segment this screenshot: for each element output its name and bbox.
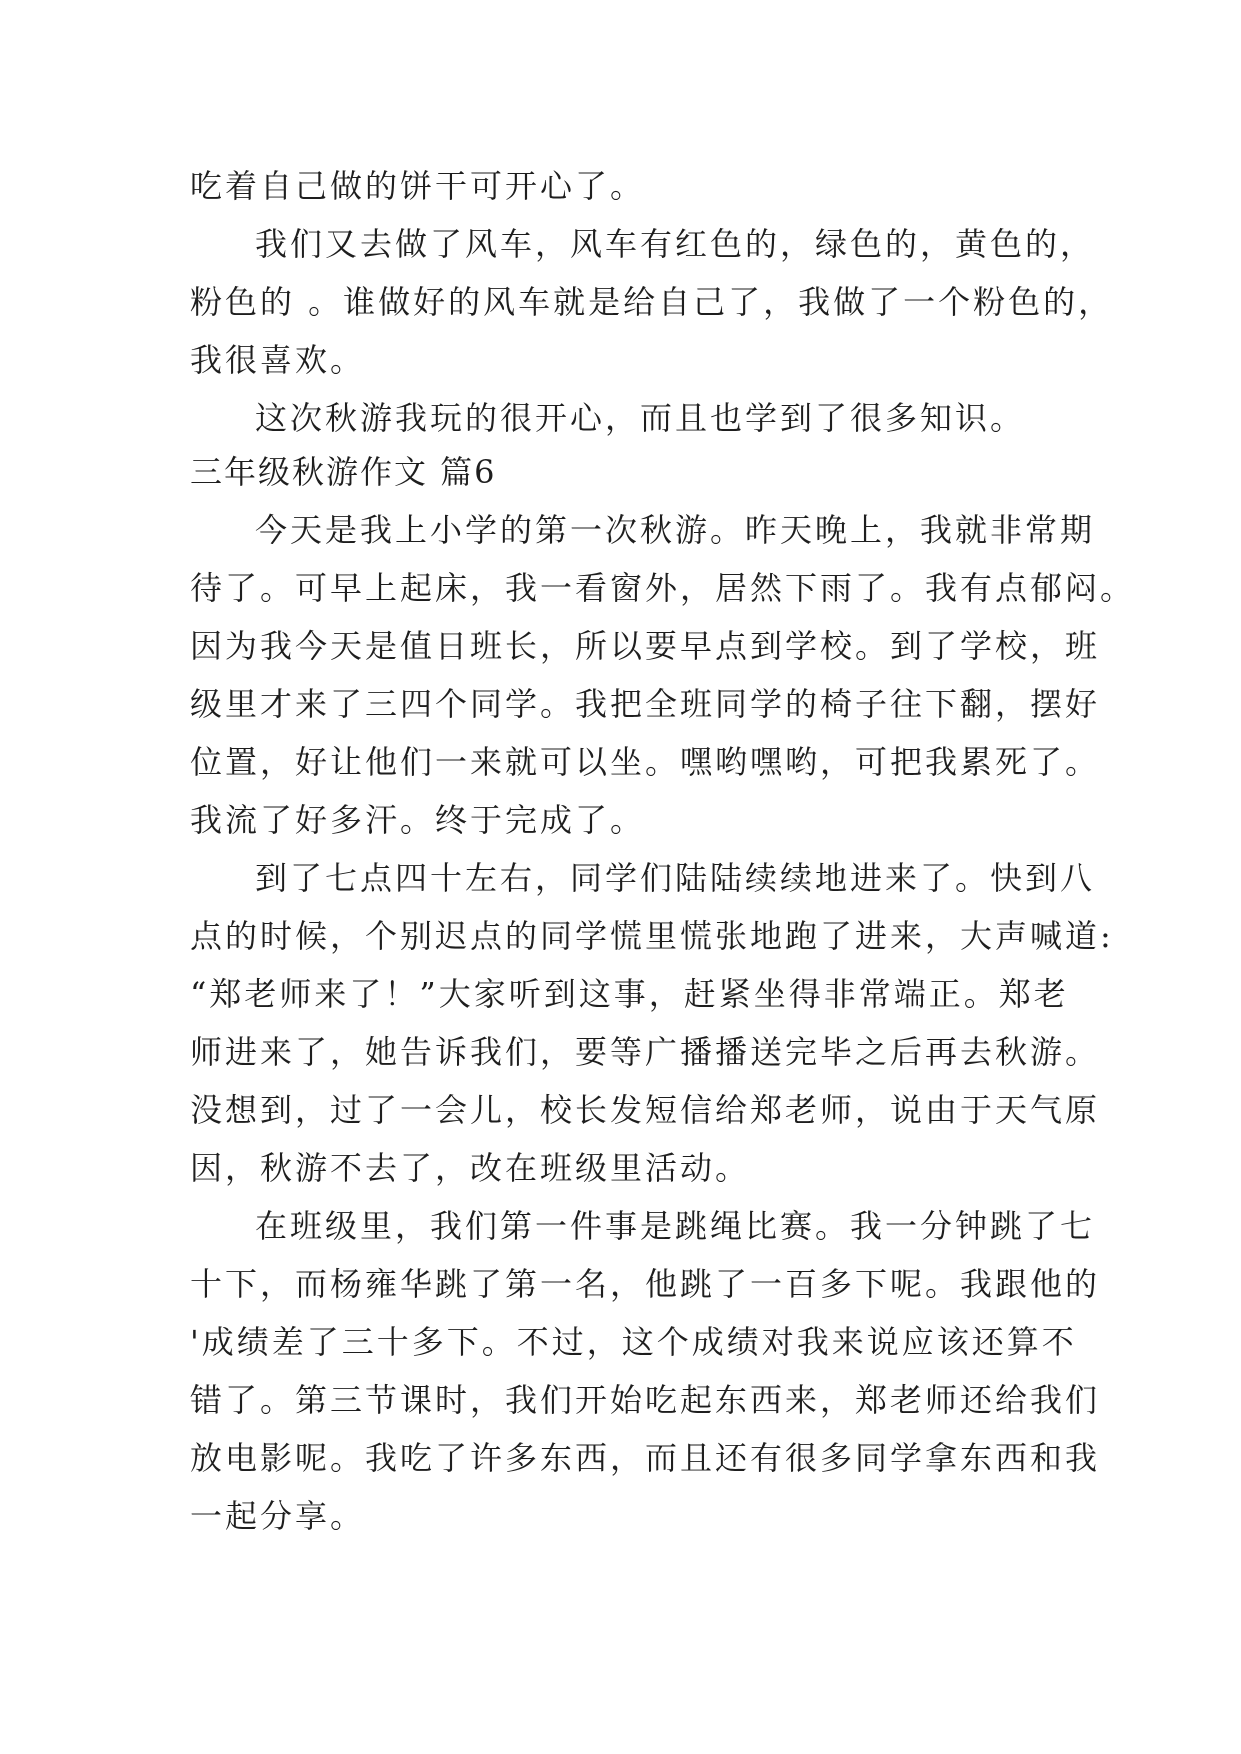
text-line: “郑老师来了！”大家听到这事，赶紧坐得非常端正。郑老	[190, 975, 1069, 1013]
text-line: 因为我今天是值日班长，所以要早点到学校。到了学校，班	[190, 627, 1101, 665]
text-line: 级里才来了三四个同学。我把全班同学的椅子往下翻，摆好	[190, 685, 1101, 723]
text-line: 没想到，过了一会儿，校长发短信给郑老师，说由于天气原	[190, 1091, 1101, 1129]
text-line: 师进来了，她告诉我们，要等广播播送完毕之后再去秋游。	[190, 1033, 1101, 1071]
text-line: 因，秋游不去了，改在班级里活动。	[190, 1149, 751, 1187]
text-line: 吃着自己做的饼干可开心了。	[190, 167, 646, 205]
text-line: 我流了好多汗。终于完成了。	[190, 801, 646, 839]
paragraph-start-line: 我们又去做了风车，风车有红色的，绿色的，黄色的，	[255, 225, 1096, 263]
text-line: 待了。可早上起床，我一看窗外，居然下雨了。我有点郁闷。	[190, 569, 1136, 607]
paragraph-start-line: 在班级里，我们第一件事是跳绳比赛。我一分钟跳了七	[255, 1207, 1096, 1245]
text-line: 放电影呢。我吃了许多东西，而且还有很多同学拿东西和我	[190, 1439, 1101, 1477]
paragraph-start-line: 这次秋游我玩的很开心，而且也学到了很多知识。	[255, 399, 1026, 437]
paragraph-start-line: 到了七点四十左右，同学们陆陆续续地进来了。快到八	[255, 859, 1096, 897]
text-line: 粉色的 。谁做好的风车就是给自己了，我做了一个粉色的，	[190, 283, 1114, 321]
text-line: 十下，而杨雍华跳了第一名，他跳了一百多下呢。我跟他的	[190, 1265, 1101, 1303]
paragraph-start-line: 今天是我上小学的第一次秋游。昨天晚上，我就非常期	[255, 511, 1096, 549]
text-line: 位置，好让他们一来就可以坐。嘿哟嘿哟，可把我累死了。	[190, 743, 1101, 781]
section-heading: 三年级秋游作文 篇6	[190, 453, 497, 491]
text-line: 我很喜欢。	[190, 341, 366, 379]
text-line: 错了。第三节课时，我们开始吃起东西来，郑老师还给我们	[190, 1381, 1101, 1419]
text-line: 一起分享。	[190, 1497, 366, 1535]
text-line: 点的时候，个别迟点的同学慌里慌张地跑了进来，大声喊道:	[190, 917, 1114, 955]
text-line: '成绩差了三十多下。不过，这个成绩对我来说应该还算不	[190, 1323, 1077, 1361]
